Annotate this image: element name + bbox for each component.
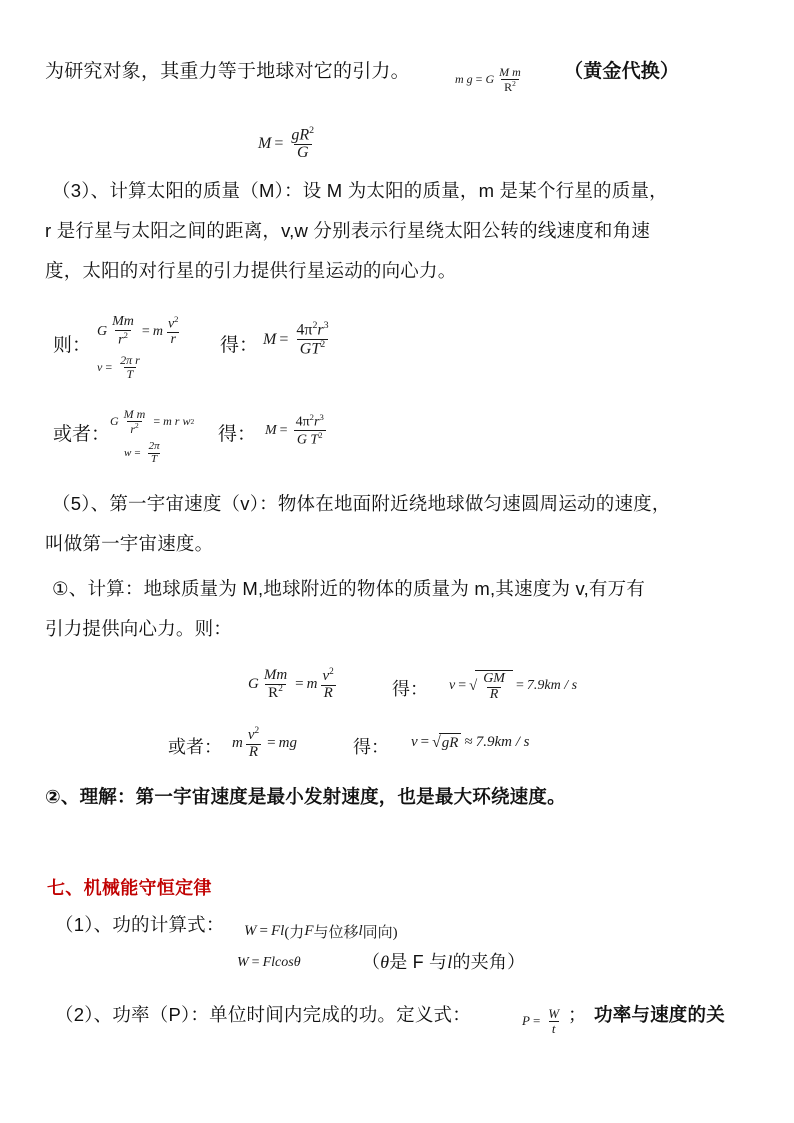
- formula-cosmic-radicand: [475, 670, 513, 702]
- formula-stack-or: [110, 408, 194, 465]
- formula-w-equals-2pi-over-T: [124, 441, 194, 465]
- formula-GMm-R2-equals-mv2-R: [248, 668, 339, 702]
- formula-mg-numerator: M m: [499, 65, 521, 79]
- formula-M-numerator: [288, 126, 317, 144]
- formula-or-bottom-den: T: [148, 453, 160, 466]
- formula-or-result-fraction: [293, 413, 327, 449]
- formula-cosmic-den-R: R: [268, 684, 279, 701]
- formula-W-equals-Fl-cos-theta: [237, 955, 301, 971]
- formula-or-top-den-r: r: [130, 421, 135, 436]
- formula-work-note-open: (力: [284, 925, 305, 941]
- formula-or-result-equals: =: [279, 422, 288, 438]
- formula-power-den: t: [549, 1021, 559, 1036]
- formula-then-top-equals: =: [141, 323, 150, 339]
- formula-or-bottom-num: 2π: [148, 440, 160, 453]
- formula-cosmic-alt-num: [245, 727, 262, 744]
- formula-cosmic-alt-num-v: v: [247, 727, 255, 743]
- formula-power-equals: =: [532, 1013, 541, 1029]
- formula-M-lhs: M: [258, 134, 272, 152]
- formula-M-num-g: g: [291, 126, 300, 144]
- formula-result-equals: =: [279, 330, 289, 348]
- label-then-get: 得：: [220, 335, 259, 356]
- formula-power-fraction: [545, 1007, 562, 1035]
- formula-or-result-numerator: [293, 413, 327, 430]
- formula-cosmic-sqrt-fraction: [480, 672, 508, 702]
- formula-cosmic-den2: R: [321, 685, 336, 702]
- formula-work-note-F: F: [304, 923, 314, 939]
- note-mid2: 的夹角: [452, 952, 508, 972]
- label-golden-substitution: （黄金代换）: [564, 61, 680, 82]
- formula-power-P: P: [522, 1013, 530, 1029]
- label-or: 或者：: [53, 424, 111, 445]
- formula-mg-G: G: [485, 72, 495, 87]
- formula-M-equals: =: [274, 134, 284, 152]
- formula-cosmic-alt-num-exp: 2: [254, 726, 260, 736]
- formula-cosmic-alt-den: R: [246, 744, 261, 761]
- note-close-paren: ）: [507, 952, 526, 972]
- formula-M-denominator: G: [294, 144, 312, 162]
- paragraph-power-label: （2）、功率（P）：单位时间内完成的功。定义式：: [55, 1004, 471, 1025]
- formula-cosmic-alt-rhs-equals: =: [420, 734, 430, 750]
- formula-or-top-den-exp: 2: [134, 420, 139, 430]
- formula-or-top-den: [127, 421, 141, 436]
- formula-result-den-exp: 2: [320, 339, 326, 351]
- formula-result-den-GT: GT: [299, 340, 321, 358]
- paragraph-sun-mass-line-1: （3）、计算太阳的质量（M）：设 M 为太阳的质量，m 是某个行星的质量，: [52, 180, 668, 201]
- formula-P-equals-W-over-t: [522, 1007, 564, 1035]
- formula-M-equals-4pi2r3-over-GT2: [263, 321, 334, 358]
- formula-cosmic-right-fraction: [319, 668, 336, 702]
- label-cosmic-alt-get: 得：: [353, 737, 389, 757]
- formula-or-result-denominator: [294, 430, 326, 448]
- formula-v-equals-sqrt-GM-over-R: [449, 670, 577, 702]
- formula-mg-den-exponent: 2: [512, 78, 516, 88]
- formula-or-top-rhs: m r w: [163, 414, 191, 429]
- formula-cosmic-den: [265, 684, 286, 702]
- formula-then-bottom-num: 2π r: [120, 353, 140, 368]
- formula-cosmic-alt-approx: ≈: [464, 734, 473, 750]
- formula-mg-den-R: R: [504, 79, 513, 94]
- formula-or-M-equals-4pi2r3-over-GT2: [265, 413, 329, 449]
- paragraph-sun-mass-line-2: r 是行星与太阳之间的距离，v,w 分别表示行星绕太阳公转的线速度和角速: [45, 220, 651, 241]
- formula-work-cos-theta: θ: [293, 955, 301, 970]
- formula-M-num-R: R: [299, 126, 310, 144]
- formula-or-result-num-r: r: [314, 414, 320, 430]
- formula-or-result-den-exp: 2: [318, 430, 323, 441]
- formula-cosmic-alt-fraction: [245, 727, 262, 761]
- note-open-paren: （: [362, 952, 381, 972]
- formula-result-M: M: [263, 330, 277, 348]
- formula-or-result-num-4pi: 4π: [295, 414, 310, 430]
- radical-icon: √: [469, 677, 478, 694]
- formula-or-top-rhs-exp: 2: [190, 417, 195, 427]
- formula-then-top-right-fraction: [165, 315, 182, 348]
- paragraph-sun-mass-line-3: 度，太阳的对行星的引力提供行星运动的向心力。: [45, 260, 457, 281]
- formula-work-equals: =: [259, 923, 268, 939]
- formula-then-bottom-fraction: [117, 354, 143, 380]
- formula-then-top-den-exp: 2: [123, 329, 128, 340]
- formula-then-bottom-den: T: [124, 367, 137, 381]
- formula-M-equals-gR2-over-G: [258, 126, 319, 162]
- section-heading-mechanical-energy: 七、机械能守恒定律: [47, 878, 212, 898]
- formula-cosmic-m: m: [306, 676, 318, 693]
- formula-or-top-num: M m: [123, 407, 146, 421]
- formula-mg-g: g: [466, 72, 473, 87]
- formula-then-bottom-equals: =: [105, 359, 113, 374]
- formula-cosmic-den-exp: 2: [278, 683, 283, 694]
- formula-result-num-r: r: [317, 321, 324, 339]
- formula-cosmic-rhs-value: 7.9km / s: [526, 678, 578, 694]
- formula-GMm-r2-equals-mv2-r: [97, 315, 184, 348]
- formula-then-top-num: Mm: [112, 314, 134, 329]
- formula-work-note-close: 同向): [362, 925, 398, 941]
- formula-or-bottom-fraction: [146, 441, 163, 465]
- formula-cosmic-alt-value: 7.9km / s: [475, 734, 530, 750]
- paragraph-first-cosmic-line-1: （5）、第一宇宙速度（v）：物体在地面附近绕地球做匀速圆周运动的速度，: [52, 493, 671, 514]
- paragraph-power-semicolon: ；: [568, 1004, 587, 1025]
- formula-then-top-m: m: [152, 323, 163, 339]
- formula-work-note-l: l: [358, 923, 363, 939]
- paragraph-first-cosmic-line-2: 叫做第一宇宙速度。: [45, 533, 214, 554]
- formula-power-num: W: [548, 1006, 560, 1021]
- formula-then-top-den: [115, 330, 131, 348]
- label-or-get: 得：: [218, 424, 257, 445]
- formula-work-cos-equals: =: [251, 955, 260, 970]
- formula-work-cos-rhs: Fl: [262, 955, 276, 970]
- formula-or-result-den-GT: G T: [296, 433, 319, 448]
- formula-cosmic-alt-equals: =: [267, 735, 276, 752]
- formula-cosmic-num2-exp: 2: [329, 667, 334, 677]
- formula-stack-then: [97, 315, 184, 380]
- paragraph-calculation-line-2: 引力提供向心力。则：: [45, 618, 233, 639]
- formula-cosmic-num2-v: v: [322, 668, 330, 684]
- formula-cosmic-alt-m: m: [232, 735, 243, 752]
- formula-work-cos-note: [362, 953, 525, 971]
- formula-result-denominator: [297, 339, 328, 358]
- label-cosmic-get: 得：: [392, 679, 428, 699]
- formula-W-equals-Fl: [244, 921, 398, 942]
- formula-cosmic-sqrt-den: R: [487, 687, 502, 703]
- formula-then-top-left-fraction: [109, 315, 137, 348]
- note-theta: θ: [380, 952, 390, 972]
- radical-icon: √: [432, 733, 441, 751]
- formula-or-result-num-exp2: 3: [319, 412, 324, 422]
- formula-or-bottom-w: w: [124, 447, 132, 460]
- formula-M-num-exponent: 2: [309, 125, 315, 136]
- formula-or-result-num-exp1: 2: [309, 412, 314, 422]
- note-mid1: 是 F 与: [389, 952, 448, 972]
- formula-mg-m: m: [455, 72, 464, 87]
- formula-GMm-r2-equals-mrw2: [110, 408, 194, 435]
- formula-result-numerator: [293, 321, 331, 339]
- formula-cosmic-G: G: [248, 676, 259, 693]
- formula-then-top-num2-v: v: [167, 316, 175, 332]
- formula-M-fraction: [288, 126, 317, 162]
- formula-then-top-G: G: [97, 323, 108, 339]
- formula-v-equals-sqrt-gR: [411, 733, 529, 752]
- formula-mg-denominator: [501, 79, 519, 94]
- formula-then-top-num2-exp: 2: [174, 314, 179, 324]
- label-then: 则：: [53, 335, 92, 356]
- formula-cosmic-num: Mm: [263, 667, 288, 683]
- formula-work-rhs: Fl: [270, 923, 285, 939]
- formula-cosmic-rhs-equals2: =: [515, 678, 524, 694]
- paragraph-gravity-intro: 为研究对象，其重力等于地球对它的引力。: [45, 61, 410, 82]
- formula-mg-equals: =: [475, 72, 483, 87]
- formula-mg-equals-GMm-over-R2: [455, 66, 526, 93]
- formula-or-result-M: M: [265, 422, 277, 438]
- formula-or-top-fraction: [121, 408, 149, 435]
- paragraph-work-formula-label: （1）、功的计算式：: [55, 914, 225, 935]
- formula-v-equals-2pir-over-T: [97, 354, 184, 380]
- formula-work-cos-cos: cos: [275, 955, 294, 970]
- formula-or-top-G: G: [110, 414, 119, 429]
- formula-result-num-exp1: 2: [312, 320, 318, 331]
- formula-cosmic-alt-rhs-v: v: [411, 734, 418, 750]
- formula-then-top-num2: [165, 315, 182, 332]
- formula-cosmic-alt-sqrt: [432, 733, 461, 752]
- paragraph-power-bold-tail: 功率与速度的关: [594, 1004, 725, 1025]
- formula-then-bottom-v: v: [97, 359, 103, 374]
- formula-cosmic-rhs-v: v: [449, 678, 456, 694]
- paragraph-understanding: ②、理解：第一宇宙速度是最小发射速度，也是最大环绕速度。: [45, 786, 566, 807]
- formula-cosmic-rhs-equals: =: [458, 678, 467, 694]
- formula-result-num-exp2: 3: [323, 320, 329, 331]
- formula-mv2-over-R-equals-mg: [232, 727, 297, 761]
- formula-cosmic-num2: [319, 668, 336, 685]
- label-cosmic-or: 或者：: [168, 737, 222, 757]
- formula-cosmic-sqrt: [469, 670, 513, 702]
- formula-cosmic-equals: =: [295, 676, 304, 693]
- formula-cosmic-left-fraction: [261, 668, 290, 702]
- formula-or-top-equals: =: [153, 414, 161, 429]
- formula-work-cos-W: W: [237, 955, 249, 970]
- formula-mg-fraction: [496, 66, 524, 93]
- formula-or-bottom-equals: =: [134, 447, 141, 460]
- formula-cosmic-sqrt-num: GM: [483, 671, 505, 686]
- note-l: l: [447, 952, 453, 972]
- formula-cosmic-alt-rhs: mg: [278, 735, 297, 752]
- formula-cosmic-alt-radicand: gR: [439, 733, 462, 752]
- paragraph-calculation-line-1: ①、计算：地球质量为 M,地球附近的物体的质量为 m,其速度为 v,有万有: [52, 578, 646, 599]
- formula-then-top-den-r: r: [118, 332, 124, 348]
- formula-work-W: W: [244, 923, 257, 939]
- formula-result-fraction: [293, 321, 331, 358]
- formula-work-note-mid: 与位移: [313, 925, 359, 941]
- formula-then-top-den2: r: [167, 332, 178, 348]
- formula-result-num-4pi: 4π: [296, 321, 313, 339]
